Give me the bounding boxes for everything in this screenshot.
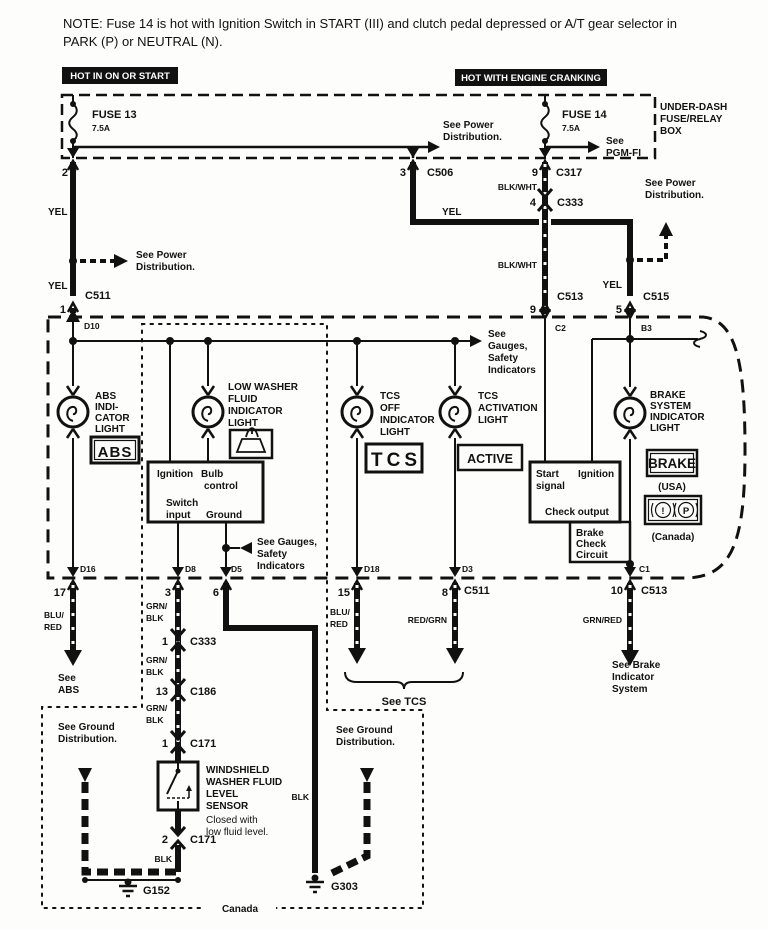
see-gauges-mid-2: Safety [257,549,288,560]
ground-g152-label: G152 [143,885,170,897]
pin-15: 15 [337,587,350,599]
wire-grnblk-label: GRN/ [146,703,168,713]
connector-c515: C515 [643,291,670,303]
tcs-badge [366,444,422,472]
pin-2: 2 [61,167,68,179]
under-dash-fuse-relay-box [62,95,727,159]
hot-banner-right [455,69,607,86]
sensor-name: SENSOR [206,801,249,812]
arrow-up-icon [659,222,673,236]
abs-light-label: ABS [95,391,117,402]
wire-blk-label: BLK [291,792,309,802]
brake-check-title: Check [576,539,607,550]
brake-light-label: BRAKE [650,390,686,401]
fuse-box-pins [62,161,582,179]
brake-check-circuit-box [530,462,630,562]
washer-light-label: FLUID [228,394,258,405]
bulb-control-label: Bulb [201,469,224,480]
fuse-box-label-2: FUSE/RELAY [660,114,723,125]
arrow-right-icon [428,141,440,153]
see-gauges-right-4: Indicators [488,365,536,376]
arrow-down-icon [360,768,374,782]
cluster-pin-c1: C1 [639,564,650,574]
note-text [63,16,677,49]
cluster-pin-d5: D5 [231,564,242,574]
see-ground-label: See Ground [58,722,115,733]
tcs-act-light-label: ACTIVATION [478,403,538,414]
brake-canada-icon [645,496,701,524]
tcs-off-light-label: LIGHT [380,427,410,438]
sensor-name: LEVEL [206,789,239,800]
washer-light-label: LIGHT [228,418,258,429]
wire-blured-label: RED [330,619,348,629]
see-power-right-2: Distribution. [645,190,704,201]
see-ground-label: See Ground [336,725,393,736]
connector-c333: C333 [557,197,584,209]
start-signal-label: signal [536,481,565,492]
pin-1: 1 [59,304,66,316]
tcs-off-indicator-bulb-icon [342,386,372,438]
parking-icon-label: P [682,506,690,517]
power-feed-wires [48,162,704,322]
brake-light-label: SYSTEM [650,401,692,412]
pin-13: 13 [155,686,168,698]
sensor-name: WASHER FLUID [206,777,283,788]
connector-c511b: C511 [464,585,490,597]
pin-2b: 2 [161,834,168,846]
pin-3b: 3 [164,587,171,599]
pin-4: 4 [529,197,536,209]
fuse-14-rating: 7.5A [562,123,580,133]
fuse-13-name: FUSE 13 [92,109,137,121]
tcs-off-light-label: OFF [380,403,400,414]
brake-badge [647,450,697,476]
pin-8: 8 [441,587,448,599]
see-brake-label: System [612,684,648,695]
sensor-name: WINDSHIELD [206,765,270,776]
sensor-note: low fluid level. [206,827,269,838]
switch-input-label: input [166,510,191,521]
washer-light-label: LOW WASHER [228,382,298,393]
arrow-right-icon [588,141,600,153]
see-brake-label: Indicator [612,672,655,683]
see-tcs-label: See TCS [381,696,427,708]
wire-grnblk-label: BLK [146,715,164,725]
check-ignition-label: Ignition [578,469,615,480]
check-output-label: Check output [545,507,609,518]
note-line-1: NOTE: Fuse 14 is hot with Ignition Switch in START (III) and clutch pedal depressed or A/T gear selector in [63,16,677,31]
abs-indicator-bulb-icon [58,386,88,438]
fuse-13-rating: 7.5A [92,123,110,133]
canada-region-label: Canada [221,904,259,915]
cluster-pin-d16: D16 [80,564,96,574]
arrow-down-icon [78,768,92,782]
cluster-wires [69,317,706,575]
instrument-cluster-outline [48,317,745,578]
note-line-2: PARK (P) or NEUTRAL (N). [63,34,223,49]
tcs-act-light-label: TCS [478,391,498,402]
cluster-pin-b3: B3 [641,323,652,333]
pin-6: 6 [212,587,219,599]
connector-c186: C186 [190,686,217,698]
wire-blkwht-label: BLK/WHT [497,182,537,192]
brake-badge-label: BRAKE [647,456,697,471]
pin-17: 17 [53,587,66,599]
fuse-box-label-3: BOX [660,126,682,137]
abs-light-label: CATOR [95,413,130,424]
see-brake-label: See Brake [612,660,661,671]
see-pgm-1: See [606,136,624,147]
wire-blkwht-label: BLK/WHT [497,260,537,270]
arrow-left-icon [240,542,252,554]
hot-banner-left [62,67,178,84]
brake-light-label: INDICATOR [650,412,705,423]
hot-banner-right-label: HOT WITH ENGINE CRANKING [461,73,601,84]
connector-c506: C506 [427,167,454,179]
tcs-activation-bulb-icon [440,386,470,438]
see-gauges-right-2: Gauges, [488,341,528,352]
cluster-top-pins [84,309,652,333]
wire-blured-label: BLU/ [44,610,64,620]
see-power-box-1: See Power [443,120,494,131]
wire-grnblk-label: BLK [146,667,164,677]
see-power-right-1: See Power [645,178,696,189]
see-gauges-mid-1: See Gauges, [257,537,318,548]
washer-icon [230,428,272,458]
see-abs-label: See [58,673,76,684]
sensor-note: Closed with [206,815,258,826]
wire-redgrn-label: RED/GRN [407,615,447,625]
pin-1c: 1 [161,738,168,750]
arrow-right-icon [470,335,482,347]
see-power-box-2: Distribution. [443,132,502,143]
wire-grnblk-label: BLK [146,613,164,623]
pin-9: 9 [531,167,538,179]
ground-right [306,725,395,893]
see-power-left-1: See Power [136,250,187,261]
connector-c511: C511 [85,290,111,302]
ground-icon [306,875,324,893]
see-power-left-2: Distribution. [136,262,195,273]
washer-fluid-sensor [155,762,283,872]
pin-5: 5 [615,304,622,316]
cluster-bottom-pins [54,564,668,599]
pin-3: 3 [399,167,406,179]
cluster-pin-d8: D8 [185,564,196,574]
wire-blk-label: BLK [154,854,172,864]
tcs-off-light-label: INDICATOR [380,415,435,426]
brake-check-title: Brake [576,528,604,539]
bulb-control-label: control [204,481,238,492]
active-badge-label: ACTIVE [467,452,513,466]
abs-light-label: INDI- [95,402,119,413]
bulb-check-ignition-label: Ignition [157,469,194,480]
cluster-pin-c2: C2 [555,323,566,333]
pin-10: 10 [610,585,623,597]
connector-c171: C171 [190,738,217,750]
tcs-act-light-label: LIGHT [478,415,508,426]
connector-c513b: C513 [641,585,668,597]
cluster-pin-d10: D10 [84,321,100,331]
pin-9b: 9 [529,304,536,316]
fuse-14-name: FUSE 14 [562,109,607,121]
see-ground-label: Distribution. [336,737,395,748]
brake-light-label: LIGHT [650,423,680,434]
cluster-pin-d3: D3 [462,564,473,574]
wire-yel-label: YEL [48,281,68,292]
exclamation-icon-label: ! [661,506,665,517]
connector-c513: C513 [557,291,584,303]
abs-light-label: LIGHT [95,424,125,435]
connector-c317: C317 [556,167,583,179]
wire-grnred-label: GRN/RED [582,615,622,625]
see-ground-label: Distribution. [58,734,117,745]
see-pgm-2: PGM-FI [606,148,641,159]
connector-c333b: C333 [190,636,217,648]
see-abs-label: ABS [58,685,80,696]
ground-g303-label: G303 [331,881,358,893]
wire-blured-label: BLU/ [330,607,350,617]
connector-c171b: C171 [190,834,217,846]
start-signal-label: Start [536,469,559,480]
arrow-right-icon [114,254,128,268]
fuse-box-label-1: UNDER-DASH [660,102,728,113]
see-tcs-brace [345,672,463,689]
abs-badge [91,437,139,463]
abs-badge-label: ABS [97,444,133,461]
bulb-check-box [148,462,263,522]
usa-label: (USA) [658,482,686,493]
brake-check-title: Circuit [576,550,608,561]
see-gauges-mid-3: Indicators [257,561,305,572]
wire-yel-label: YEL [442,207,462,218]
cluster-pin-d18: D18 [364,564,380,574]
switch-input-label: Switch [166,498,199,509]
tcs-off-light-label: TCS [380,391,400,402]
see-gauges-right-1: See [488,329,506,340]
washer-light-label: INDICATOR [228,406,283,417]
see-gauges-right-3: Safety [488,353,519,364]
canada-variant-label: (Canada) [651,532,695,543]
brake-indicator-bulb-icon [615,387,645,439]
wire-yel-label: YEL [602,280,622,291]
washer-indicator-bulb-icon [193,386,223,438]
ground-label: Ground [206,510,243,521]
wire-grnblk-label: GRN/ [146,655,168,665]
pin-1b: 1 [161,636,168,648]
hot-banner-left-label: HOT IN ON OR START [70,71,170,82]
wire-blured-label: RED [44,622,62,632]
wire-grnblk-label: GRN/ [146,601,168,611]
active-badge [458,445,522,470]
tcs-badge-label: TCS [371,450,421,471]
ground-icon [119,879,137,897]
wire-yel-label: YEL [48,207,68,218]
